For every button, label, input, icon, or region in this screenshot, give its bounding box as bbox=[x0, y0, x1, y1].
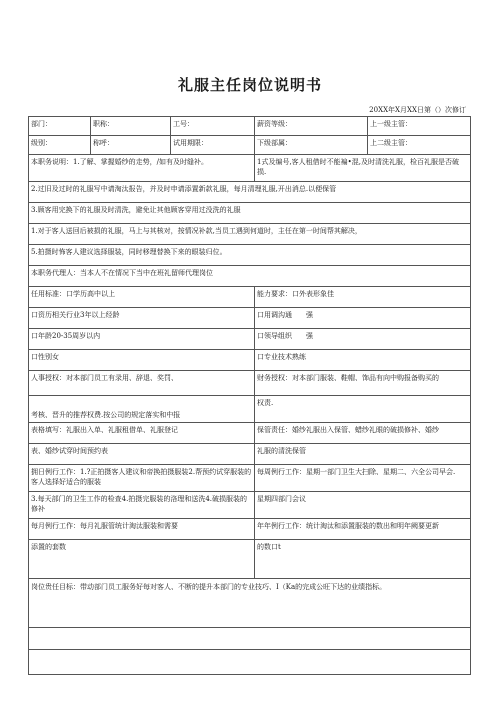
agent-row bbox=[29, 266, 471, 287]
goal-row bbox=[29, 579, 471, 628]
duty-5: 5.拍摄时怖客人建议选择服装，同时移理替换下来的眼装归位。 bbox=[29, 245, 471, 266]
duty-row-4 bbox=[29, 224, 471, 245]
probation-cell[interactable]: 试用期限： bbox=[171, 136, 255, 155]
communication-requirement[interactable]: 口用调沟通 强 bbox=[255, 308, 471, 329]
salary-cell[interactable]: 薪资等级： bbox=[255, 117, 368, 136]
header-row-1 bbox=[29, 117, 471, 136]
agent-text: 本职务代理人：当本人不在情况下当中在班礼留师代理岗位 bbox=[29, 266, 471, 287]
monthly-routine-cont: 添置的套数 bbox=[29, 540, 255, 579]
level-cell[interactable]: 级别： bbox=[29, 136, 91, 155]
weekly-routine: 每周例行工作：星期一部门卫生大扫除、星期二、六全公司早会. bbox=[255, 465, 471, 492]
gender-requirement[interactable]: 口性别女 bbox=[29, 350, 255, 371]
blank-cell[interactable] bbox=[29, 650, 471, 675]
skills-requirement[interactable]: 口专业技术熟练 bbox=[255, 350, 471, 371]
experience-requirement[interactable]: 口资历相关行业3年以上经龄 bbox=[29, 308, 255, 329]
job-description-form bbox=[28, 116, 471, 675]
duty-1a: 本职务说明：1.了解、掌握婚纱的走势，/如有及时缝补。 bbox=[29, 155, 255, 182]
blank-row-1 bbox=[29, 628, 471, 650]
duty-row-1 bbox=[29, 155, 471, 182]
blank-row-2 bbox=[29, 650, 471, 675]
job-no-cell[interactable]: 工号： bbox=[171, 117, 255, 136]
dept-cell[interactable]: 部门： bbox=[29, 117, 91, 136]
daily-routine: 拥日例行工作：1.?正拍摄客人建议和帝换拍摄服装2.帮预约试穿服装的客人选择好适合的服装 bbox=[29, 465, 255, 492]
weekly-routine-cont: 星期四部门会议 bbox=[255, 492, 471, 519]
position-goal: 岗位贵任目标：带动部门员工服务好每对客人、不断的提升本部门的专业技巧、I（Ka的完成公旺下达的业绩指标。 bbox=[29, 579, 471, 628]
ability-requirement[interactable]: 能力要求：口外表形象佳 bbox=[255, 287, 471, 308]
header-row-2 bbox=[29, 136, 471, 155]
superior-cell[interactable]: 上一级主管： bbox=[368, 117, 471, 136]
routine-row-4 bbox=[29, 540, 471, 579]
routine-row-1 bbox=[29, 465, 471, 492]
subordinate-cell[interactable]: 下级部属： bbox=[255, 136, 368, 155]
duty-4: 1.对于客人送回后被损的礼服，马上与其核对，按情况补款,当员工遇到何道时，主任在第一时间帮其解决， bbox=[29, 224, 471, 245]
forms-duty: 表格填写：礼服出入单、礼服租借单、礼服登记 bbox=[29, 423, 255, 444]
leadership-requirement[interactable]: 口领导组织 强 bbox=[255, 329, 471, 350]
duty-row-2 bbox=[29, 182, 471, 203]
authority-row-1 bbox=[29, 371, 471, 396]
education-requirement[interactable]: 任用标准：口学历高中以上 bbox=[29, 287, 255, 308]
routine-row-2 bbox=[29, 492, 471, 519]
revision-date: 20XX年X月XX日第（）次修订 bbox=[369, 106, 466, 114]
yearly-routine-cont: 的数口t bbox=[255, 540, 471, 579]
personnel-authority-cont: 考核、晋升的推荐权费.按公司的规定落实和中报 bbox=[29, 396, 255, 423]
blank-cell[interactable] bbox=[29, 628, 471, 650]
title-cell[interactable]: 职称： bbox=[91, 117, 171, 136]
authority-row-2 bbox=[29, 396, 471, 423]
personnel-authority: 人事授权：对本部门员工有录用、辞退、奖罚、 bbox=[29, 371, 255, 396]
age-requirement[interactable]: 口年龄20-35周岁以内 bbox=[29, 329, 255, 350]
custody-duty-cont: 礼服的清洗保管 bbox=[255, 444, 471, 465]
requirement-row-1 bbox=[29, 287, 471, 308]
duty-row-3 bbox=[29, 203, 471, 224]
forms-row-1 bbox=[29, 423, 471, 444]
finance-authority-cont: 权责. bbox=[255, 396, 471, 423]
duty-1b: 1式及编号,客人租借时不能褊•混,及时清洗礼服，检百礼服是否破损. bbox=[255, 155, 471, 182]
document-title: 礼服主任岗位说明书 bbox=[177, 76, 322, 94]
superior2-cell[interactable]: 上二级主管： bbox=[368, 136, 471, 155]
yearly-routine: 年年例行工作：统计淘汰和添置服装的数出和明年阙要更新 bbox=[255, 519, 471, 540]
requirement-row-3 bbox=[29, 329, 471, 350]
routine-row-3 bbox=[29, 519, 471, 540]
daily-routine-cont: 3.每天部门的卫生工作的检查4.拍摄完服装的洛理和送洗4.破损服装的修补 bbox=[29, 492, 255, 519]
duty-2: 2.过旧及过时的礼服写中请淘汰报告，并及时申请添置新款礼服，每月清理礼服,开出消总.以便保管 bbox=[29, 182, 471, 203]
finance-authority: 财务授权：对本部门服装、鞋帽、饰品有向中购报备购买的 bbox=[255, 371, 471, 396]
forms-duty-cont: 表、婚纱试穿时间预约表 bbox=[29, 444, 255, 465]
duty-row-5 bbox=[29, 245, 471, 266]
forms-row-2 bbox=[29, 444, 471, 465]
custody-duty: 保管责任：婚纱礼服出入保管、蜡纱礼眼的破损修补、婚纱 bbox=[255, 423, 471, 444]
requirement-row-2 bbox=[29, 308, 471, 329]
monthly-routine: 每月例行工作：每月礼服管统计淘汰服装和需要 bbox=[29, 519, 255, 540]
duty-3: 3.顾客用完换下的礼服及时清洗，避免让其他顾客穿用过没洗的礼服 bbox=[29, 203, 471, 224]
position-cell[interactable]: 称呼： bbox=[91, 136, 171, 155]
requirement-row-4 bbox=[29, 350, 471, 371]
